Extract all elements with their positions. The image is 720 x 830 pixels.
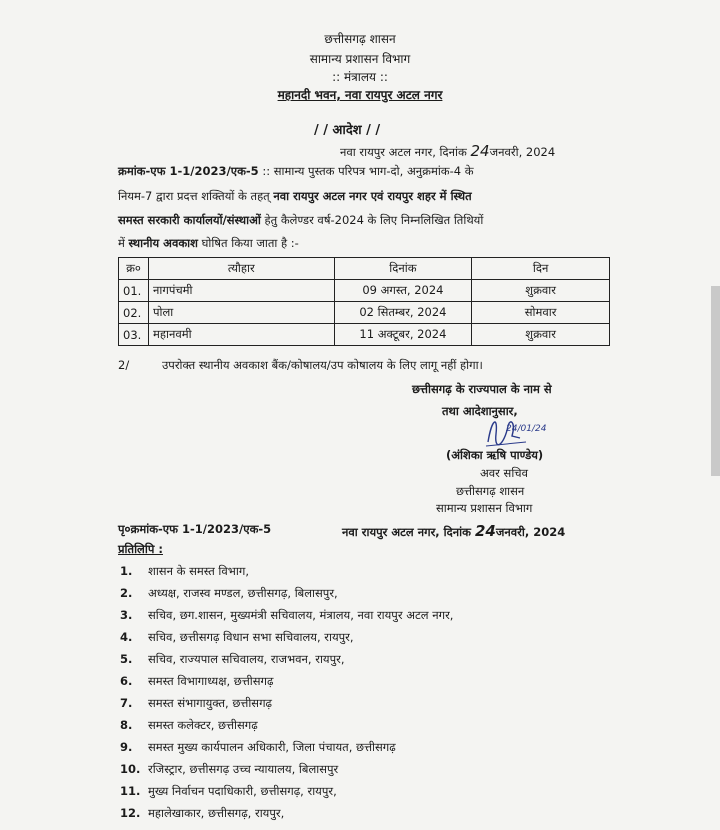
order-para-l3-b: हेतु कैलेण्डर वर्ष-2024 के लिए निम्नलिखित तिथियों <box>264 213 484 227</box>
office-address: महानदी भवन, नवा रायपुर अटल नगर <box>277 88 443 102</box>
list-item: मुख्य निर्वाचन पदाधिकारी, छत्तीसगढ़, रायपुर, <box>148 784 337 798</box>
order-place-prefix: नवा रायपुर अटल नगर, दिनांक <box>340 145 467 159</box>
note-text: उपरोक्त स्थानीय अवकाश बैंक/कोषालय/उप कोषालय के लिए लागू नहीं होगा। <box>162 358 483 372</box>
list-item-number: 8. <box>120 718 133 732</box>
order-day: 24 <box>470 142 490 160</box>
signature-date: 24/01/24 <box>506 424 547 434</box>
table-cell-day: शुक्रवार <box>472 324 610 346</box>
order-para-l1-text: :: सामान्य पुस्तक परिपत्र भाग-दो, अनुक्रमांक-4 के <box>262 164 474 178</box>
list-item: रजिस्ट्रार, छत्तीसगढ़ उच्च न्यायालय, बिलासपुर <box>148 762 339 776</box>
order-para-line-1 <box>118 164 474 179</box>
signatory-office-govt: छत्तीसगढ़ शासन <box>456 484 525 498</box>
table-row <box>119 324 610 346</box>
endorsement-month-year: जनवरी, 2024 <box>495 525 566 539</box>
table-cell-serial: 02. <box>119 302 149 324</box>
table-cell-serial: 01. <box>119 280 149 302</box>
note-number: 2/ <box>118 358 130 372</box>
table-cell-day: सोमवार <box>472 302 610 324</box>
table-cell-festival: महानवमी <box>148 324 334 346</box>
list-item-number: 9. <box>120 740 133 754</box>
order-month-year: जनवरी, 2024 <box>489 145 556 159</box>
list-item-number: 2. <box>120 586 133 600</box>
signature-order-line: तथा आदेशानुसार, <box>442 404 518 418</box>
list-item-number: 3. <box>120 608 133 622</box>
table-header-serial: क्र० <box>119 258 149 280</box>
order-para-l4-b: स्थानीय अवकाश <box>128 236 198 250</box>
department-name: सामान्य प्रशासन विभाग <box>309 52 411 66</box>
list-item: सचिव, छत्तीसगढ़ विधान सभा सचिवालय, रायपुर, <box>148 630 354 644</box>
table-header-festival: त्यौहार <box>148 258 334 280</box>
order-para-line-3 <box>118 213 483 228</box>
list-item: समस्त मुख्य कार्यपालन अधिकारी, जिला पंचायत, छत्तीसगढ़ <box>148 740 396 754</box>
order-para-l3-a: समस्त सरकारी कार्यालयों/संस्थाओं <box>118 213 261 227</box>
endorsement-ref-no: पृ०क्रमांक-एफ 1-1/2023/एक-5 <box>118 522 272 536</box>
table-cell-date: 02 सितम्बर, 2024 <box>334 302 472 324</box>
holiday-table <box>118 257 610 346</box>
list-item: महालेखाकार, छत्तीसगढ़, रायपुर, <box>148 806 285 820</box>
order-para-l2-b: नवा रायपुर अटल नगर एवं रायपुर शहर में स्थित <box>273 189 472 203</box>
order-title: / / आदेश / / <box>314 123 381 138</box>
order-para-l4-a: में <box>118 236 125 250</box>
endorsement-day: 24 <box>474 522 496 540</box>
table-header-day: दिन <box>472 258 610 280</box>
table-row <box>119 302 610 324</box>
table-cell-day: शुक्रवार <box>472 280 610 302</box>
list-item-number: 6. <box>120 674 133 688</box>
signatory-office-dept: सामान्य प्रशासन विभाग <box>436 501 533 515</box>
order-ref-no: क्रमांक-एफ 1-1/2023/एक-5 <box>118 164 259 178</box>
table-row <box>119 280 610 302</box>
list-item: समस्त विभागाध्यक्ष, छत्तीसगढ़ <box>148 674 274 688</box>
list-item-number: 1. <box>120 564 133 578</box>
endorsement-place-prefix: नवा रायपुर अटल नगर, दिनांक <box>342 525 471 539</box>
list-item-number: 5. <box>120 652 133 666</box>
list-item-number: 10. <box>120 762 141 776</box>
list-item-number: 7. <box>120 696 133 710</box>
signatory-designation: अवर सचिव <box>480 466 528 480</box>
list-item: सचिव, राज्यपाल सचिवालय, राजभवन, रायपुर, <box>148 652 345 666</box>
table-cell-serial: 03. <box>119 324 149 346</box>
table-header-date: दिनांक <box>334 258 472 280</box>
scrollbar-thumb[interactable] <box>711 286 720 476</box>
list-item-number: 11. <box>120 784 141 798</box>
ministry-label: :: मंत्रालय :: <box>332 70 388 84</box>
list-item: समस्त कलेक्टर, छत्तीसगढ़ <box>148 718 258 732</box>
list-item-number: 4. <box>120 630 133 644</box>
order-para-line-2 <box>118 189 472 204</box>
govt-name: छत्तीसगढ़ शासन <box>324 32 396 46</box>
order-date-line <box>340 142 555 160</box>
order-para-l2-a: नियम-7 द्वारा प्रदत्त शक्तियों के तहत् <box>118 189 270 203</box>
signatory-name: (अंशिका ऋषि पाण्डेय) <box>446 448 544 462</box>
list-item: समस्त संभागायुक्त, छत्तीसगढ़ <box>148 696 273 710</box>
holiday-table-header-row <box>119 258 610 280</box>
list-item-number: 12. <box>120 806 141 820</box>
list-item: सचिव, छग.शासन, मुख्यमंत्री सचिवालय, मंत्रालय, नवा रायपुर अटल नगर, <box>148 608 454 622</box>
order-para-l4-c: घोषित किया जाता है :- <box>201 236 299 250</box>
list-item: शासन के समस्त विभाग, <box>148 564 249 578</box>
copy-label: प्रतिलिपि : <box>118 542 163 556</box>
signature-authority-line: छत्तीसगढ़ के राज्यपाल के नाम से <box>412 382 552 396</box>
table-cell-date: 09 अगस्त, 2024 <box>334 280 472 302</box>
table-cell-date: 11 अक्टूबर, 2024 <box>334 324 472 346</box>
endorsement-date-line <box>342 522 565 540</box>
table-cell-festival: पोला <box>148 302 334 324</box>
order-para-line-4 <box>118 236 299 251</box>
list-item: अध्यक्ष, राजस्व मण्डल, छत्तीसगढ़, बिलासपुर, <box>148 586 338 600</box>
table-cell-festival: नागपंचमी <box>148 280 334 302</box>
